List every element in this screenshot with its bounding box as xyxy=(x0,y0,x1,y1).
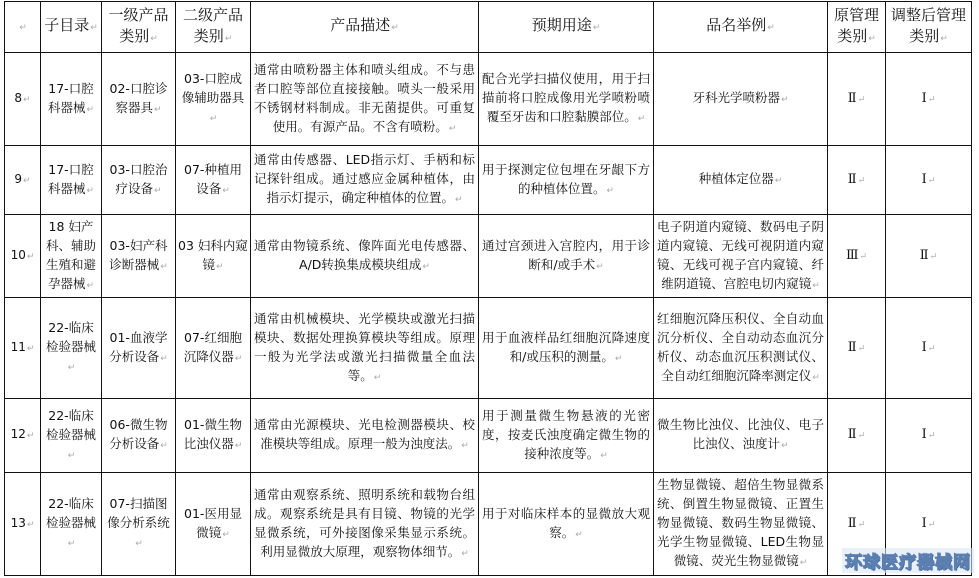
product-examples-cell: 生物显微镜、超倍生物显微系统、倒置生物显微镜、正置生物显微镜、数码生物显微镜、光学生物显微镜、LED生物显微镜、荧光生物显微镜 ↵ xyxy=(654,473,828,576)
row-index: 11 ↵ xyxy=(5,298,41,399)
header-primary-category: 一级产品类别 ↵ xyxy=(102,2,176,53)
primary-category-cell: 02-口腔诊察器具 ↵ xyxy=(102,53,176,146)
adjusted-class-cell: Ⅱ ↵ xyxy=(886,215,972,298)
secondary-category-cell: 03-口腔成像辅助器具 ↵ xyxy=(176,53,251,146)
table-row xyxy=(5,298,972,399)
product-examples-cell: 种植体定位器 ↵ xyxy=(654,146,828,215)
original-class-cell: Ⅱ ↵ xyxy=(828,146,886,215)
secondary-category-cell: 07-红细胞沉降仪器 ↵ xyxy=(176,298,251,399)
row-index: 9 ↵ xyxy=(5,146,41,215)
primary-category-cell: 01-血液学分析设备 ↵ xyxy=(102,298,176,399)
row-index: 13 ↵ xyxy=(5,473,41,576)
original-class-cell: Ⅱ ↵ xyxy=(828,473,886,576)
primary-category-cell: 07-扫描图像分析系统 ↵ xyxy=(102,473,176,576)
row-index: 12 ↵ xyxy=(5,399,41,473)
secondary-category-cell: 03 妇科内窥镜 ↵ xyxy=(176,215,251,298)
intended-use-cell: 用于探测定位包埋在牙龈下方的种植体位置。 ↵ xyxy=(479,146,654,215)
table-row xyxy=(5,473,972,576)
intended-use-cell: 用于对临床样本的显微放大观察。 ↵ xyxy=(479,473,654,576)
table-row xyxy=(5,215,972,298)
subcatalog-cell: 18 妇产科、辅助生殖和避孕器械 ↵ xyxy=(41,215,102,298)
subcatalog-cell: 22-临床检验器械 ↵ xyxy=(41,399,102,473)
primary-category-cell: 03-妇产科诊断器械 ↵ xyxy=(102,215,176,298)
description-cell: 通常由传感器、LED指示灯、手柄和标记探针组成。通过感应金属种植体，由指示灯提示，确定种植体的位置。 ↵ xyxy=(251,146,479,215)
secondary-category-cell: 01-医用显微镜 ↵ xyxy=(176,473,251,576)
primary-category-cell: 06-微生物分析设备 ↵ xyxy=(102,399,176,473)
adjusted-class-cell: Ⅰ ↵ xyxy=(886,473,972,576)
adjusted-class-cell: Ⅰ ↵ xyxy=(886,53,972,146)
device-classification-table xyxy=(4,1,972,576)
adjusted-class-cell: Ⅰ ↵ xyxy=(886,399,972,473)
original-class-cell: Ⅱ ↵ xyxy=(828,298,886,399)
watermark-logo: 环球医疗器械网 xyxy=(842,548,974,573)
subcatalog-cell: 22-临床检验器械 ↵ xyxy=(41,298,102,399)
primary-category-cell: 03-口腔治疗设备 ↵ xyxy=(102,146,176,215)
original-class-cell: Ⅲ ↵ xyxy=(828,215,886,298)
row-index: 8 ↵ xyxy=(5,53,41,146)
header-product-examples: 品名举例 ↵ xyxy=(654,2,828,53)
header-secondary-category: 二级产品类别 ↵ xyxy=(176,2,251,53)
table-row xyxy=(5,146,972,215)
header-row xyxy=(5,2,972,53)
description-cell: 通常由物镜系统、像阵面光电传感器、A/D转换集成模块组成 ↵ xyxy=(251,215,479,298)
header-original-class: 原管理类别 ↵ xyxy=(828,2,886,53)
header-intended-use: 预期用途 ↵ xyxy=(479,2,654,53)
row-index: 10 ↵ xyxy=(5,215,41,298)
original-class-cell: Ⅱ ↵ xyxy=(828,399,886,473)
subcatalog-cell: 17-口腔科器械 ↵ xyxy=(41,53,102,146)
header-subcatalog: 子目录 ↵ xyxy=(41,2,102,53)
secondary-category-cell: 01-微生物比浊仪器 ↵ xyxy=(176,399,251,473)
product-examples-cell: 红细胞沉降压积仪、全自动血沉分析仪、全自动动态血沉分析仪、动态血沉压积测试仪、全自动红细胞沉降率测定仪 ↵ xyxy=(654,298,828,399)
table-row xyxy=(5,399,972,473)
product-examples-cell: 牙科光学喷粉器 ↵ xyxy=(654,53,828,146)
description-cell: 通常由光源模块、光电检测器模块、校准模块等组成。原理一般为浊度法。 ↵ xyxy=(251,399,479,473)
table-row xyxy=(5,53,972,146)
subcatalog-cell: 17-口腔科器械 ↵ xyxy=(41,146,102,215)
intended-use-cell: 通过宫颈进入宫腔内，用于诊断和/或手术 ↵ xyxy=(479,215,654,298)
secondary-category-cell: 07-种植用设备 ↵ xyxy=(176,146,251,215)
header-adjusted-class: 调整后管理类别 ↵ xyxy=(886,2,972,53)
description-cell: 通常由喷粉器主体和喷头组成。不与患者口腔等部位直接接触。喷头一般采用不锈钢材料制成。非无菌提供。可重复使用。有源产品。不含有喷粉。 ↵ xyxy=(251,53,479,146)
original-class-cell: Ⅱ ↵ xyxy=(828,53,886,146)
header-description: 产品描述 ↵ xyxy=(251,2,479,53)
product-examples-cell: 电子阴道内窥镜、数码电子阴道内窥镜、无线可视阴道内窥镜、无线可视子宫内窥镜、纤维阴道镜、宫腔电切内窥镜 ↵ xyxy=(654,215,828,298)
adjusted-class-cell: Ⅰ ↵ xyxy=(886,146,972,215)
description-cell: 通常由机械模块、光学模块或激光扫描模块、数据处理换算模块等组成。原理一般为光学法或激光扫描微量全血法等。 ↵ xyxy=(251,298,479,399)
adjusted-class-cell: Ⅰ ↵ xyxy=(886,298,972,399)
header-index xyxy=(5,2,41,53)
intended-use-cell: 配合光学扫描仪使用，用于扫描前将口腔成像用光学喷粉喷覆至牙齿和口腔黏膜部位。 ↵ xyxy=(479,53,654,146)
intended-use-cell: 用于血液样品红细胞沉降速度和/或压积的测量。 ↵ xyxy=(479,298,654,399)
intended-use-cell: 用于测量微生物悬液的光密度，按麦氏浊度确定微生物的接种浓度等。 ↵ xyxy=(479,399,654,473)
subcatalog-cell: 22-临床检验器械 ↵ xyxy=(41,473,102,576)
product-examples-cell: 微生物比浊仪、比浊仪、电子比浊仪、浊度计 ↵ xyxy=(654,399,828,473)
description-cell: 通常由观察系统、照明系统和载物台组成。观察系统是具有目镜、物镜的光学显微系统，可外接图像采集显示系统。利用显微放大原理，观察物体细节。 ↵ xyxy=(251,473,479,576)
